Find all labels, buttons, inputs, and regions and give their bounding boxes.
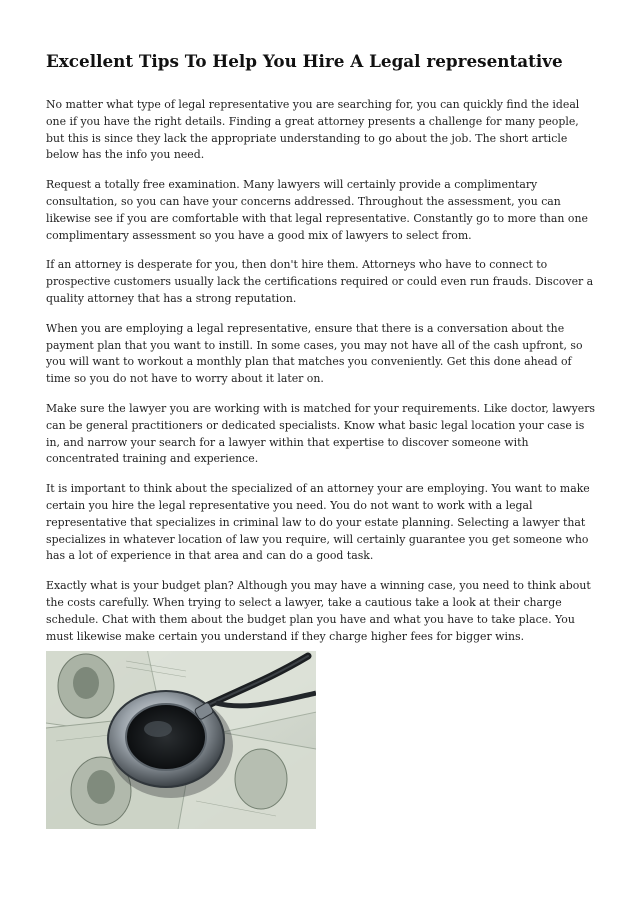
paragraph-7: Exactly what is your budget plan? Although you may have a winning case, you need to think about the costs carefully. When trying to select a lawyer, take a cautious take a look at their charge schedule. Chat with them about the budget plan you have and what you have to take place. You must likewise make certain you understand if they charge higher fees for bigger wins. bbox=[46, 579, 591, 643]
paragraph-5: Make sure the lawyer you are working with is matched for your requirements. Like doctor, lawyers can be general practitioners or dedicated specialists. Know what basic legal location your case is in, and narrow your search for a lawyer within that expertise to discover someone with concentrated training and experience. bbox=[46, 401, 596, 466]
stethoscope-on-dollar-bills-image bbox=[46, 651, 316, 829]
paragraph-3: If an attorney is desperate for you, then don't hire them. Attorneys who have to connect to prospective customers usually lack the certifications required or could even run frauds. Discover a quality attorney that has a strong reputation. bbox=[46, 258, 594, 305]
paragraph-1: No matter what type of legal representative you are searching for, you can quickly find the ideal one if you have the right details. Finding a great attorney presents a challenge for many people, but this is since they lack the appropriate understanding to go about the job. The short article below has the info you need. bbox=[46, 98, 580, 162]
article-title: Excellent Tips To Help You Hire A Legal representative bbox=[46, 51, 563, 71]
paragraph-6: It is important to think about the specialized of an attorney your are employing. You want to make certain you hire the legal representative you need. You do not want to work with a legal representative that specializes in criminal law to do your estate planning. Selecting a lawyer that specializes in whatever location of law you require, will certainly guarantee you get someone who has a lot of experience in that area and can do a good task. bbox=[46, 482, 590, 563]
article-body bbox=[46, 97, 598, 658]
stethoscope-money-photo bbox=[46, 651, 316, 829]
paragraph-2: Request a totally free examination. Many lawyers will certainly provide a complimentary consultation, so you can have your concerns addressed. Throughout the assessment, you can likewise see if you are comfortable with that legal representative. Constantly go to more than one complimentary assessment so you have a good mix of lawyers to select from. bbox=[46, 178, 588, 242]
paragraph-4: When you are employing a legal representative, ensure that there is a conversation about the payment plan that you want to instill. In some cases, you may not have all of the cash upfront, so you will want to workout a monthly plan that matches you conveniently. Get this done ahead of time so you do not have to worry about it later on. bbox=[46, 321, 583, 386]
